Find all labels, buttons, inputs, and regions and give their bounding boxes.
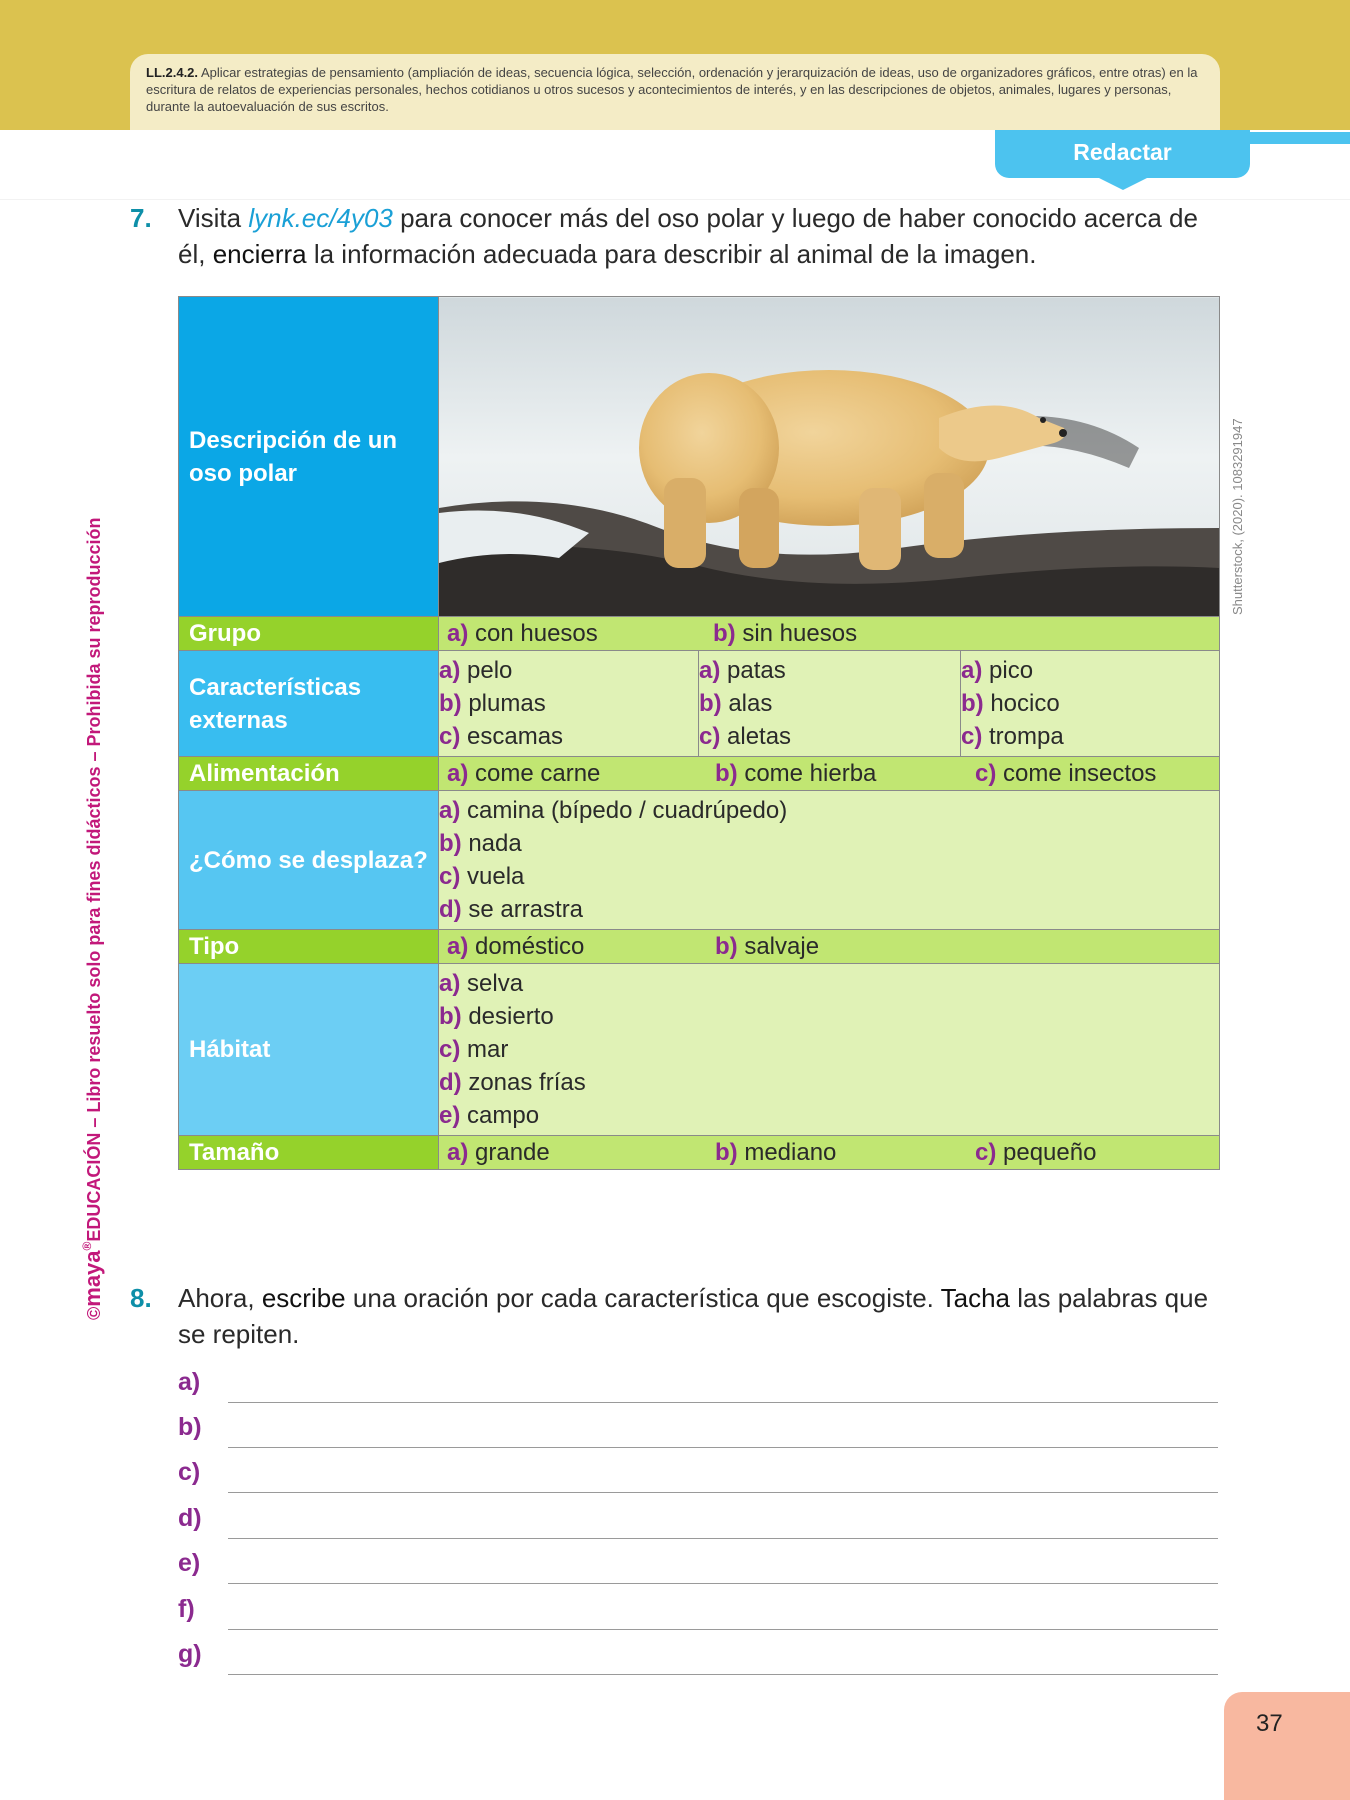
q8-text-3: las palabras que se repiten. (178, 1283, 1209, 1349)
standard-code: LL.2.4.2. (146, 65, 199, 80)
copyright-notice (80, 480, 106, 1320)
answer-line-g[interactable]: g) (178, 1640, 1218, 1680)
q8-keyword-2: Tacha (940, 1283, 1011, 1313)
option[interactable]: a) pelo (439, 657, 513, 684)
q7-keyword: encierra (212, 239, 307, 269)
page-number-box (1224, 1692, 1350, 1800)
tab-accent-line (1240, 132, 1350, 144)
row-label-alimentacion: Alimentación (179, 757, 439, 791)
option[interactable]: e) campo (439, 1102, 540, 1129)
photo-credit: Shutterstock, (2020). 1083291947 (1230, 418, 1245, 615)
answer-line-b[interactable]: b) (178, 1413, 1218, 1453)
row-label-desplaza: ¿Cómo se desplaza? (179, 791, 439, 930)
q8-text-1: Ahora, (178, 1283, 262, 1313)
options-column-3 (961, 651, 1064, 756)
row-label-caracteristicas: Características externas (179, 651, 439, 757)
option[interactable]: b) plumas (439, 690, 546, 717)
curriculum-standard (130, 54, 1220, 130)
brand-logo: maya (80, 1250, 105, 1307)
option[interactable]: c) escamas (439, 723, 564, 750)
answer-line-c[interactable]: c) (178, 1458, 1218, 1498)
question-7 (130, 200, 1220, 272)
table-row-tamano (179, 1136, 1220, 1170)
polar-bear-photo (439, 297, 1220, 617)
row-label-tipo: Tipo (179, 930, 439, 964)
option[interactable]: a) doméstico (447, 933, 585, 960)
option[interactable]: b) come hierba (715, 760, 877, 787)
caracteristicas-options (439, 651, 1220, 757)
polar-bear-table (178, 296, 1220, 1170)
tipo-options (439, 930, 1220, 964)
section-tab: Redactar (995, 130, 1250, 178)
option[interactable]: b) hocico (961, 690, 1060, 717)
option[interactable]: c) trompa (961, 723, 1064, 750)
question-number: 7. (130, 203, 152, 233)
option[interactable]: b) salvaje (715, 933, 820, 960)
q7-text-3: la información adecuada para describir al animal de la imagen. (306, 239, 1037, 269)
option[interactable]: a) camina (bípedo / cuadrúpedo) (439, 797, 788, 824)
options-column-1 (439, 651, 699, 756)
option[interactable]: a) selva (439, 970, 524, 997)
standard-text: Aplicar estrategias de pensamiento (ampliación de ideas, secuencia lógica, selección, ordenación y jerarquización de ideas, uso de organizadores gráficos, entre otras) en la escritura de relatos de experiencias personales, hechos cotidianos u otros sucesos y acontecimientos de interés, y en las descripciones de objetos, animales, lugares y personas, durante la autoevaluación de sus escritos. (146, 65, 1198, 114)
polar-bear-image (439, 298, 1219, 616)
row-label-habitat: Hábitat (179, 964, 439, 1136)
option[interactable]: b) mediano (715, 1139, 837, 1166)
table-row-habitat (179, 964, 1220, 1136)
option[interactable]: a) grande (447, 1139, 550, 1166)
answer-line-f[interactable]: f) (178, 1595, 1218, 1635)
option[interactable]: b) alas (699, 690, 773, 717)
table-row-caracteristicas (179, 651, 1220, 757)
q8-keyword-1: escribe (261, 1283, 346, 1313)
option[interactable]: c) vuela (439, 863, 525, 890)
option[interactable]: b) desierto (439, 1003, 554, 1030)
options-column-2 (699, 651, 961, 756)
registered-mark: ® (80, 1241, 94, 1251)
option[interactable]: c) come insectos (975, 760, 1157, 787)
q7-text-2: para conocer más del oso polar y luego de haber conocido acerca de él, (178, 203, 1198, 269)
table-row-desplaza (179, 791, 1220, 930)
table-row-alimentacion (179, 757, 1220, 791)
table-row-grupo (179, 617, 1220, 651)
question-8 (130, 1280, 1220, 1352)
q8-text-2: una oración por cada característica que escogiste. (345, 1283, 941, 1313)
option[interactable]: c) pequeño (975, 1139, 1097, 1166)
answer-line-d[interactable]: d) (178, 1504, 1218, 1544)
alimentacion-options (439, 757, 1220, 791)
option[interactable]: a) pico (961, 657, 1034, 684)
answer-line-e[interactable]: e) (178, 1549, 1218, 1589)
page-number: 37 (1256, 1710, 1283, 1737)
question-number: 8. (130, 1283, 152, 1313)
row-label-tamano: Tamaño (179, 1136, 439, 1170)
option[interactable]: d) zonas frías (439, 1069, 586, 1096)
tamano-options (439, 1136, 1220, 1170)
lynk-link[interactable]: lynk.ec/4y03 (248, 203, 393, 233)
copyright-symbol: © (84, 1306, 104, 1320)
answer-line-a[interactable]: a) (178, 1368, 1218, 1408)
desplaza-options (439, 791, 1220, 930)
table-row-title (179, 297, 1220, 617)
option[interactable]: c) aletas (699, 723, 792, 750)
option[interactable]: b) sin huesos (713, 620, 858, 647)
option[interactable]: a) patas (699, 657, 786, 684)
option[interactable]: a) con huesos (447, 620, 598, 647)
option[interactable]: b) nada (439, 830, 522, 857)
option[interactable]: d) se arrastra (439, 896, 584, 923)
row-label-grupo: Grupo (179, 617, 439, 651)
option[interactable]: a) come carne (447, 760, 601, 787)
q7-text-1: Visita (178, 203, 249, 233)
habitat-options (439, 964, 1220, 1136)
grupo-options (439, 617, 1220, 651)
table-title: Descripción de un oso polar (179, 297, 439, 617)
option[interactable]: c) mar (439, 1036, 509, 1063)
copyright-text: EDUCACIÓN – Libro resuelto solo para fines didácticos – Prohibida su reproducción (84, 517, 104, 1242)
table-row-tipo (179, 930, 1220, 964)
